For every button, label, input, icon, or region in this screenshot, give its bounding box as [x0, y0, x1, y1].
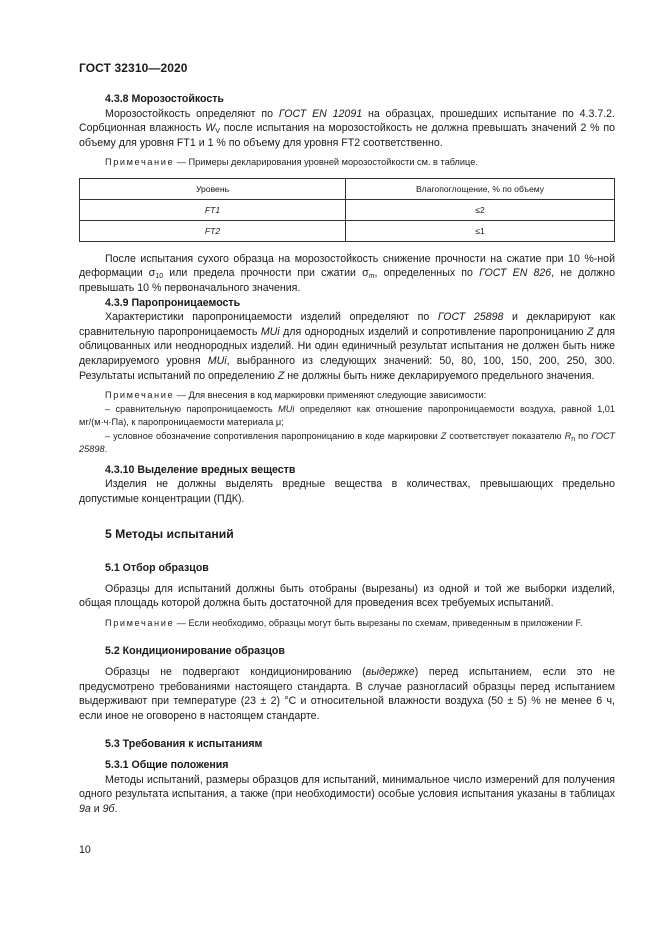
- section-5-title: 5 Методы испытаний: [105, 526, 234, 541]
- page-content: [79, 92, 615, 816]
- table-cell: FT1: [80, 199, 346, 220]
- note-item-mui: – сравнительную паропроницаемость MUi определяют как отношение паропроницаемости воздуха, равной 1,01 мг/(м·ч·Па), к паропроницаемости материала μ;: [79, 403, 616, 428]
- heading-4-3-8: 4.3.8 Морозостойкость: [105, 93, 224, 105]
- paragraph-sampling: Образцы для испытаний должны быть отобраны (вырезаны) из одной и той же выборки изделий, общая площадь которой должна быть достаточной для проведения всех требуемых испытаний.: [79, 582, 615, 610]
- table-header-cell: Уровень: [80, 178, 346, 199]
- page-number: 10: [79, 844, 91, 856]
- table-header-row: [80, 178, 615, 199]
- table-row: [80, 220, 615, 241]
- heading-5-3-1: 5.3.1 Общие положения: [105, 758, 229, 771]
- heading-5-3: 5.3 Требования к испытаниям: [105, 738, 263, 751]
- table-row: [80, 199, 615, 220]
- note-item-z: – условное обозначение сопротивления паропроницанию в коде маркировки Z соответствует показателю $R_n$ по ГОСТ 25898.: [79, 430, 615, 455]
- table-cell: ≤2: [346, 199, 615, 220]
- paragraph-harmful-substances: Изделия не должны выделять вредные вещества в количествах, превышающих предельно допустимые концентрации (ПДК).: [79, 478, 615, 505]
- note-marking-code: Примечание — Для внесения в код маркировки применяют следующие зависимости:: [105, 390, 487, 401]
- paragraph-conditioning: Образцы не подвергают кондиционированию (выдержке) перед испытанием, если это не предусмотрено требованиями настоящего стандарта. В случае разногласий образцы перед испытанием выдерживают при температуре (23 ± 2) °С и относительной влажности воздуха (50 ± 5) % не менее 6 ч, если иное не оговорено в настоящем стандарте.: [79, 665, 615, 722]
- heading-5-2: 5.2 Кондиционирование образцов: [105, 645, 285, 658]
- document-header: ГОСТ 32310—2020: [79, 61, 188, 75]
- table-cell: ≤1: [346, 220, 615, 241]
- paragraph-general-provisions: Методы испытаний, размеры образцов для испытаний, минимальное число измерений для получения одного результата испытания, а также (при необходимости) особые условия испытания указаны в таблицах 9а и 9б.: [79, 773, 615, 815]
- note-sampling-schemes: Примечание — Если необходимо, образцы могут быть вырезаны по схемам, приведенным в приложении F.: [105, 617, 583, 628]
- paragraph-vapour-permeability: Характеристики паропроницаемости изделий определяют по ГОСТ 25898 и декларируют как сравнительную паропроницаемость MUi для однородных изделий и сопротивление паропроницанию Z для облицованных или неоднородных изделий. Ни один единичный результат испытания не должен быть ниже декларируемого уровня MUi, выбранного из следующих значений: 50, 80, 100, 150, 200, 250, 300. Результаты испытаний по определению Z не должны быть ниже декларируемого предельного значения.: [79, 311, 616, 382]
- paragraph-after-frost-test: После испытания сухого образца на морозостойкость снижение прочности на сжатие при 10 %-ной деформации $\sigma_{10}$ или предела прочности при сжатии $\sigma_m$, определенных по ГОСТ EN 826, не должно превышать 10 % первоначального значения.: [79, 252, 615, 295]
- heading-4-3-10: 4.3.10 Выделение вредных веществ: [105, 463, 296, 476]
- note-frost-levels: Примечание — Примеры декларирования уровней морозостойкости см. в таблице.: [105, 157, 478, 168]
- paragraph-frost-resistance: Морозостойкость определяют по ГОСТ EN 12091 на образцах, прошедших испытание по 4.3.7.2. Сорбционная влажность $W_V$ после испытания на морозостойкость не должна превышать значений 2 % по объему для уровня FT1 и 1 % по объему для уровня FT2 соответственно.: [79, 107, 616, 149]
- frost-levels-table: [79, 178, 615, 242]
- table-header-cell: Влагопоглощение, % по объему: [346, 178, 615, 199]
- heading-5-1: 5.1 Отбор образцов: [105, 562, 209, 575]
- table-cell: FT2: [80, 220, 346, 241]
- heading-4-3-9: 4.3.9 Паропроницаемость: [105, 296, 241, 309]
